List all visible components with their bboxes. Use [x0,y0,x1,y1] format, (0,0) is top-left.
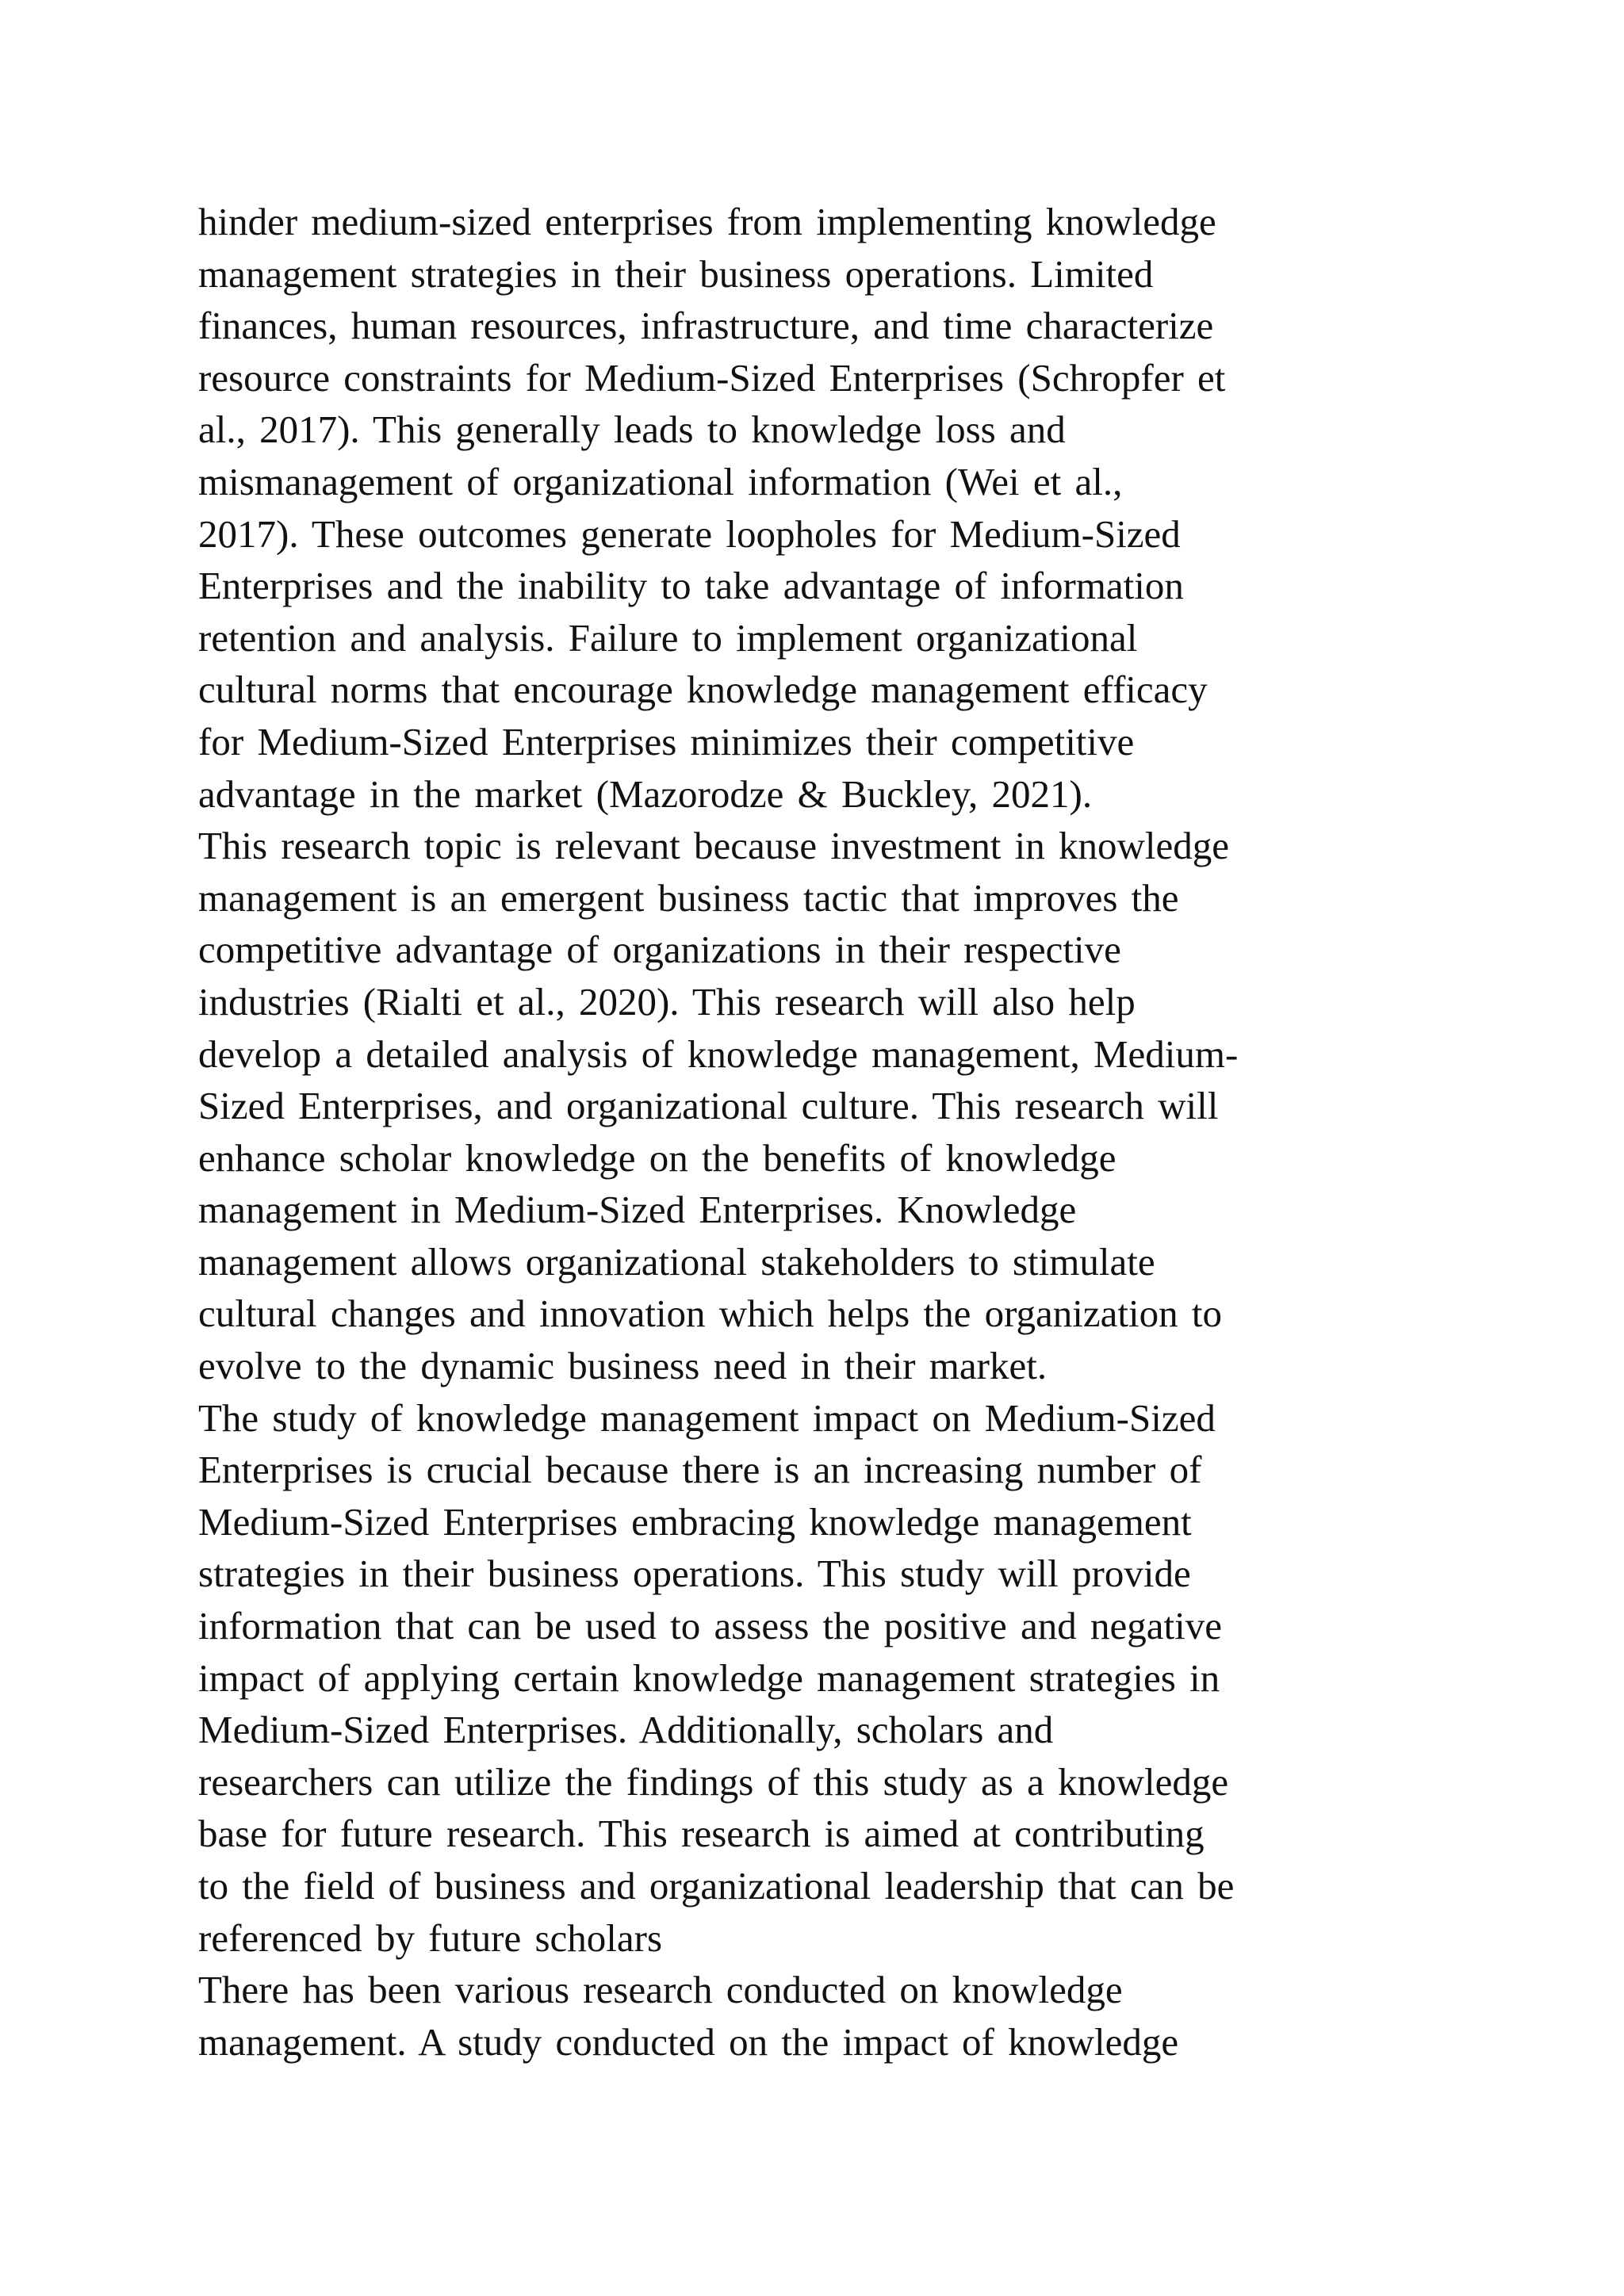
text-line: enhance scholar knowledge on the benefits of knowledge [198,1135,1116,1180]
text-line: for Medium-Sized Enterprises minimizes their competitive [198,719,1135,763]
text-line: retention and analysis. Failure to implement organizational [198,615,1138,660]
text-line: mismanagement of organizational information (Wei et al., [198,459,1123,503]
text-line: This research topic is relevant because investment in knowledge [198,824,1229,868]
text-line: There has been various research conducted on knowledge [198,1968,1123,2012]
text-line: Sized Enterprises, and organizational culture. This research will [198,1084,1219,1128]
text-line: al., 2017). This generally leads to knowledge loss and [198,408,1066,452]
text-line: referenced by future scholars [198,1915,663,1960]
text-line: Medium-Sized Enterprises embracing knowledge management [198,1499,1192,1544]
text-line: advantage in the market (Mazorodze & Buckley, 2021). [198,771,1093,816]
text-line: management allows organizational stakeholders to stimulate [198,1239,1155,1284]
body-text [198,196,1451,2068]
text-line: management. A study conducted on the impact of knowledge [198,2019,1179,2064]
text-line: 2017). These outcomes generate loopholes for Medium-Sized [198,511,1181,556]
text-line: strategies in their business operations. This study will provide [198,1552,1191,1596]
text-line: The study of knowledge management impact on Medium-Sized [198,1395,1216,1440]
text-line: Medium-Sized Enterprises. Additionally, scholars and [198,1708,1054,1752]
text-line: base for future research. This research is aimed at contributing [198,1812,1205,1856]
text-line: impact of applying certain knowledge management strategies in [198,1655,1220,1700]
text-line: evolve to the dynamic business need in their market. [198,1344,1048,1388]
text-line: researchers can utilize the findings of this study as a knowledge [198,1759,1229,1804]
text-line: industries (Rialti et al., 2020). This research will also help [198,979,1136,1024]
text-line: information that can be used to assess the positive and negative [198,1604,1223,1648]
text-line: cultural norms that encourage knowledge management efficacy [198,668,1208,712]
text-line: hinder medium-sized enterprises from implementing knowledge [198,200,1216,243]
text-line: finances, human resources, infrastructure, and time characterize [198,304,1214,348]
text-line: management in Medium-Sized Enterprises. Knowledge [198,1188,1077,1232]
text-line: management is an emergent business tactic that improves the [198,875,1179,920]
text-line: Enterprises is crucial because there is an increasing number of [198,1448,1202,1492]
text-line: management strategies in their business operations. Limited [198,251,1154,296]
text-line: cultural changes and innovation which helps the organization to [198,1292,1222,1336]
text-line: develop a detailed analysis of knowledge management, Medium- [198,1031,1239,1076]
text-line: Enterprises and the inability to take advantage of information [198,564,1184,608]
text-line: competitive advantage of organizations in their respective [198,928,1121,972]
text-line: to the field of business and organizational leadership that can be [198,1864,1235,1908]
text-line: resource constraints for Medium-Sized Enterprises (Schropfer et [198,355,1226,400]
